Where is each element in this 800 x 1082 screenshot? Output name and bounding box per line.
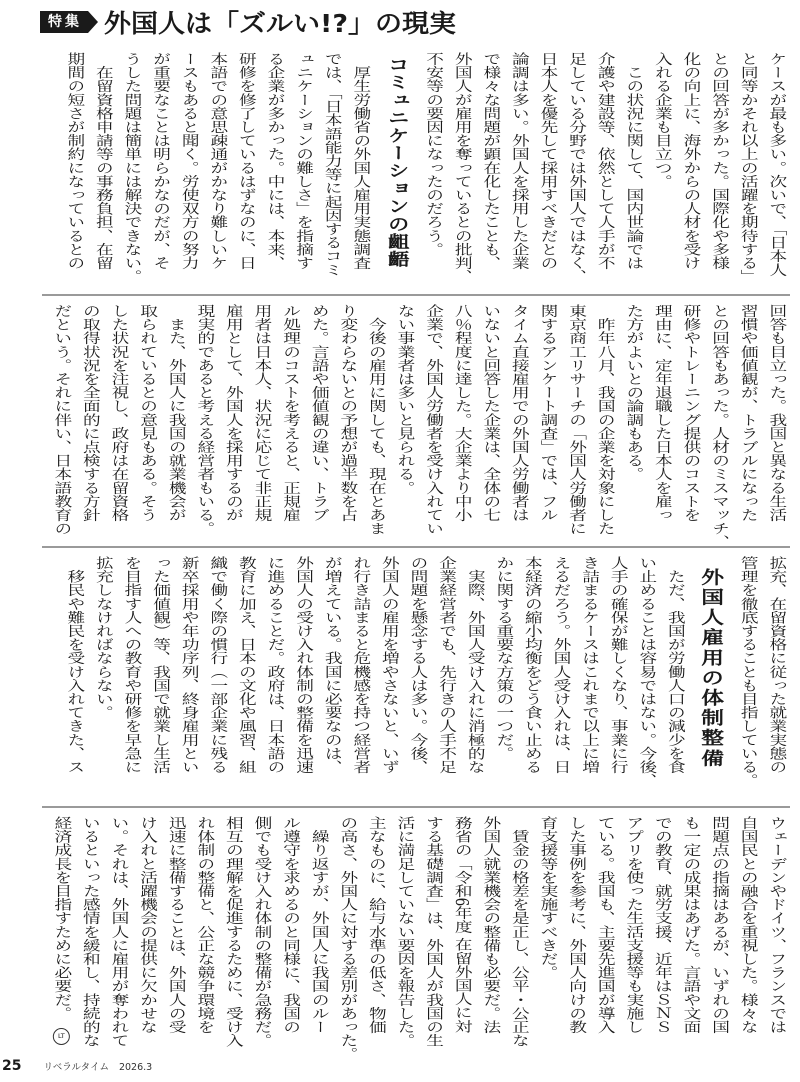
- text-column: 東京商工リサーチの「外国人労働者に: [565, 304, 586, 536]
- text-column: き詰まるケースはこれまで以上に増: [578, 556, 599, 774]
- text-column: 新卒採用や年功序列、終身雇用とい: [177, 556, 199, 774]
- text-column: も一定の成果はあげた。言語や文面: [679, 816, 701, 1034]
- text-column: 昨年八月、我国の企業を対象にした: [593, 304, 615, 536]
- text-column: た方がよいとの論調もある。: [622, 304, 644, 481]
- text-column: 側でも受け入れ体制の整備が急務だ。: [250, 816, 272, 1048]
- text-column: ュニケーションの難しさ」を指摘す: [292, 52, 313, 270]
- issue-date: 2026.3: [118, 1062, 153, 1073]
- text-column: 相互の理解を促進するために、受け入: [221, 816, 243, 1048]
- text-column: ル処理のコストを考えると、正規雇: [279, 304, 300, 522]
- text-column: 務省の「令和6年度 在留外国人に対: [450, 816, 472, 1033]
- text-column: 外国人就業機会の整備も必要だ。法: [479, 816, 501, 1034]
- text-column: が増えている。我国に必要なのは、: [320, 556, 342, 774]
- text-column: と同等かそれ以上の活躍を期待する」: [736, 52, 758, 284]
- text-column: 関するアンケート調査」では、フル: [536, 304, 558, 522]
- text-column: 用者は日本人、状況に応じて非正規: [250, 304, 272, 522]
- text-column: る企業が多かった。中には、本来、: [263, 52, 285, 270]
- text-column: えるだろう。外国人受け入れは、日: [549, 556, 571, 774]
- text-column: 入れる企業も目立つ。: [650, 52, 672, 188]
- last-column: [46, 816, 75, 1061]
- text-column: 自国民との融合を重視した。様々な: [736, 816, 758, 1034]
- text-column: 取られているとの意見もある。そう: [136, 304, 157, 522]
- text-column: した事例を参考に、外国人向けの教: [565, 816, 586, 1034]
- text-column: 拡充しなければならない。: [91, 556, 113, 720]
- text-column: 本経済の縮小均衡をどう食い止める: [520, 556, 542, 774]
- text-column: 外国人の受け入れ体制の整備を迅速: [292, 556, 313, 774]
- text-column: ケースが最も多い。次いで、「日本人: [765, 52, 787, 277]
- text-band-3: [40, 556, 790, 787]
- text-column: 回答も目立った。我国と異なる生活: [765, 304, 787, 522]
- band-divider: [42, 806, 790, 808]
- text-column: 雇用として、外国人を採用するのが: [221, 304, 243, 522]
- text-column: での教育、就労支援、近年はＳＮＳ: [650, 816, 672, 1034]
- text-column: だという。それに伴い、日本語教育の: [50, 304, 72, 536]
- text-column: 期間の短さが制約になっているとの: [63, 52, 85, 270]
- article-title: 外国人は「ズルい!?」の現実: [104, 9, 456, 38]
- text-column: 拡充、在留資格に従った就業実態の: [765, 556, 787, 774]
- text-column: また、外国人に我国の就業機会が: [164, 304, 186, 522]
- text-column: 問題点の指摘はあるが、いずれの国: [708, 816, 729, 1034]
- text-column: の高さ、外国人に対する差別があった。: [336, 816, 358, 1061]
- text-column: 外国人の雇用を増やさないと、いず: [377, 556, 399, 774]
- text-column: 在留資格申請等の事務負担、在留: [91, 52, 113, 270]
- text-column: り変わらないとの予想が過半数を占: [336, 304, 358, 522]
- text-column: 研修を修了しているはずなのに、日: [234, 52, 256, 270]
- text-column: った価値観）等、我国で就業し生活: [149, 556, 170, 774]
- text-column: うした問題は簡単には解決できない。: [120, 52, 142, 284]
- text-column: 本語での意思疎通がかなり難しいケ: [206, 52, 228, 270]
- text-column: い止めることは容易ではない。今後、: [635, 556, 657, 788]
- magazine-name: リベラルタイム: [43, 1062, 109, 1073]
- band-divider: [42, 294, 790, 296]
- text-column: ない事業者は多いと見られる。: [393, 304, 415, 495]
- text-column: 外国人が雇用を奪っているとの批判、: [450, 52, 472, 284]
- text-column: け入れと活躍機会の提供に欠かせな: [136, 816, 157, 1034]
- text-band-1: [40, 52, 790, 283]
- text-column: ースもあると聞く。労使双方の努力: [177, 52, 199, 270]
- text-column: 不安等の要因になったのだろう。: [422, 52, 443, 256]
- text-column: 織で働く際の慣行（一部企業に残る: [206, 556, 228, 774]
- text-column: 経済成長を目指すために必要だ。: [50, 816, 72, 1020]
- page-footer: [2, 1058, 152, 1074]
- section-heading: コミュニケーションの齟齬: [384, 56, 410, 269]
- text-band-2: [40, 304, 790, 549]
- text-column: で様々な問題が顕在化したことも、: [479, 52, 501, 270]
- text-column: 足している分野では外国人ではなく、: [565, 52, 586, 284]
- text-column: ウェーデンやドイツ、フランスでは: [765, 816, 787, 1034]
- text-column: 企業で、外国人労働者を受け入れてい: [422, 304, 443, 536]
- text-band-4: [40, 816, 790, 1061]
- text-column: 賃金の格差を是正し、公平・公正な: [507, 816, 529, 1048]
- text-column: した状況を注視し、政府は在留資格: [107, 304, 129, 522]
- text-column: する基礎調査」は、外国人が我国の生: [422, 816, 443, 1048]
- text-column: 迅速に整備することは、外国人の受: [164, 816, 186, 1034]
- text-column: 人手の確保が難しくなり、事業に行: [606, 556, 628, 774]
- text-column: 厚生労働省の外国人雇用実態調査: [349, 52, 371, 270]
- text-column: 習慣や価値観が、トラブルになった: [736, 304, 758, 522]
- text-column: タイム直接雇用での外国人労働者は: [507, 304, 529, 522]
- text-column: 管理を徹底することも目指している。: [736, 556, 758, 788]
- text-column: 現実的であると考える経営者もいる。: [193, 304, 215, 536]
- text-column: 研修やトレーニング提供のコストを: [679, 304, 701, 522]
- text-column: が重要なことは明らかなのだが、そ: [149, 52, 170, 270]
- text-column: では、「日本語能力等に起因するコミ: [320, 52, 342, 277]
- text-column: アプリを使った生活支援等も実施し: [622, 816, 644, 1034]
- text-column: いるといった感情を緩和し、持続的な: [78, 816, 100, 1048]
- text-column: 論調は多い。外国人を採用した企業: [507, 52, 529, 270]
- text-column: 実際、外国人受け入れに消極的な: [463, 556, 485, 774]
- text-column: 育支援等を実施すべきだ。: [536, 816, 558, 980]
- text-column: との回答が多かった。国際化や多様: [708, 52, 729, 270]
- band-divider: [42, 546, 790, 548]
- text-column: 企業経営者でも、先行きの人手不足: [435, 556, 456, 774]
- text-column: れ行き詰まると危機感を持つ経営者: [349, 556, 371, 774]
- text-column: を目指す人への教育や研修を早急に: [120, 556, 142, 774]
- text-column: との回答もあった。人材のミスマッチ、: [708, 304, 729, 549]
- text-column: 介護や建設等、依然として人手が不: [593, 52, 615, 270]
- section-heading: 外国人雇用の体制整備: [697, 568, 724, 769]
- text-column: 化の向上に、海外からの人材を受け: [679, 52, 701, 270]
- text-column: の取得状況を全面的に点検する方針: [78, 304, 100, 522]
- text-column: に進めることだ。政府は、日本語の: [263, 556, 285, 774]
- text-column: いないと回答した企業は、全体の七: [479, 304, 501, 522]
- text-column: い。それは、外国人に雇用が奪われて: [107, 816, 129, 1048]
- article-header: [40, 6, 456, 38]
- text-column: 繰り返すが、外国人に我国のルー: [307, 816, 329, 1034]
- text-column: 理由に、定年退職した日本人を雇っ: [650, 304, 672, 522]
- text-column: めた。言語や価値観の違い、トラブ: [307, 304, 329, 522]
- text-column: の問題を懸念する人は多い。今後、: [406, 556, 428, 774]
- text-column: 移民や難民を受け入れてきた、ス: [63, 556, 85, 774]
- text-column: かに関する重要な方策の一つだ。: [492, 556, 514, 760]
- text-column: 日本人を優先して採用すべきだとの: [536, 52, 558, 270]
- text-column: 教育に加え、日本の文化や風習、組: [234, 556, 256, 774]
- lt-end-mark-icon: LT: [52, 1028, 69, 1045]
- page-number: 25: [2, 1058, 22, 1074]
- text-column: 主なものに、給与水準の低さ、物価: [364, 816, 386, 1034]
- text-column: 今後の雇用に関しても、現在とあま: [364, 304, 386, 536]
- text-column: 八％程度に達した。大企業より中小: [450, 304, 472, 522]
- text-column: ル遵守を求めるのと同様に、我国の: [279, 816, 300, 1034]
- text-column: ただ、我国が労働人口の減少を食: [663, 556, 685, 774]
- text-column: 活に満足していない要因を報告した。: [393, 816, 415, 1048]
- feature-tag: 特集: [40, 11, 88, 33]
- text-column: ている。我国も、主要先進国が導入: [593, 816, 615, 1034]
- text-column: れ体制の整備と、公正な競争環境を: [193, 816, 215, 1034]
- text-column: この状況に関して、国内世論では: [622, 52, 644, 270]
